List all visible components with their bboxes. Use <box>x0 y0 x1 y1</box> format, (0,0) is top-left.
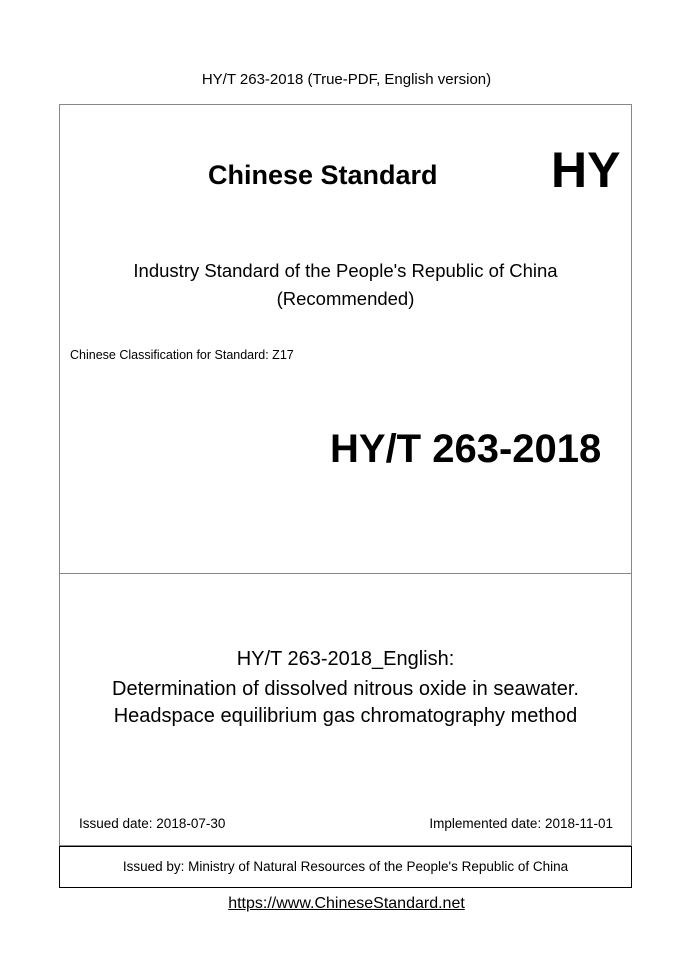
issuer-text: Issued by: Ministry of Natural Resources of the People's Republic of China <box>122 859 569 874</box>
issuer-box <box>59 846 632 888</box>
document-title-line-1: HY/T 263-2018_English: <box>236 648 455 670</box>
page-header: HY/T 263-2018 (True-PDF, English version) <box>201 71 492 88</box>
website-link[interactable]: https://www.ChineseStandard.net <box>228 895 465 912</box>
standard-code: HY <box>551 142 621 198</box>
standard-label: Chinese Standard <box>208 160 438 190</box>
industry-line-2: (Recommended) <box>276 288 415 309</box>
document-number: HY/T 263-2018 <box>330 427 602 471</box>
document-title-line-2: Determination of dissolved nitrous oxide in seawater. <box>112 678 579 700</box>
document-title-line-3: Headspace equilibrium gas chromatography method <box>113 705 578 727</box>
classification-text: Chinese Classification for Standard: Z17 <box>70 348 294 362</box>
issued-date: Issued date: 2018-07-30 <box>79 816 226 831</box>
industry-line-1: Industry Standard of the People's Republic of China <box>133 260 558 281</box>
implemented-date: Implemented date: 2018-11-01 <box>429 816 613 831</box>
footer <box>0 893 693 915</box>
